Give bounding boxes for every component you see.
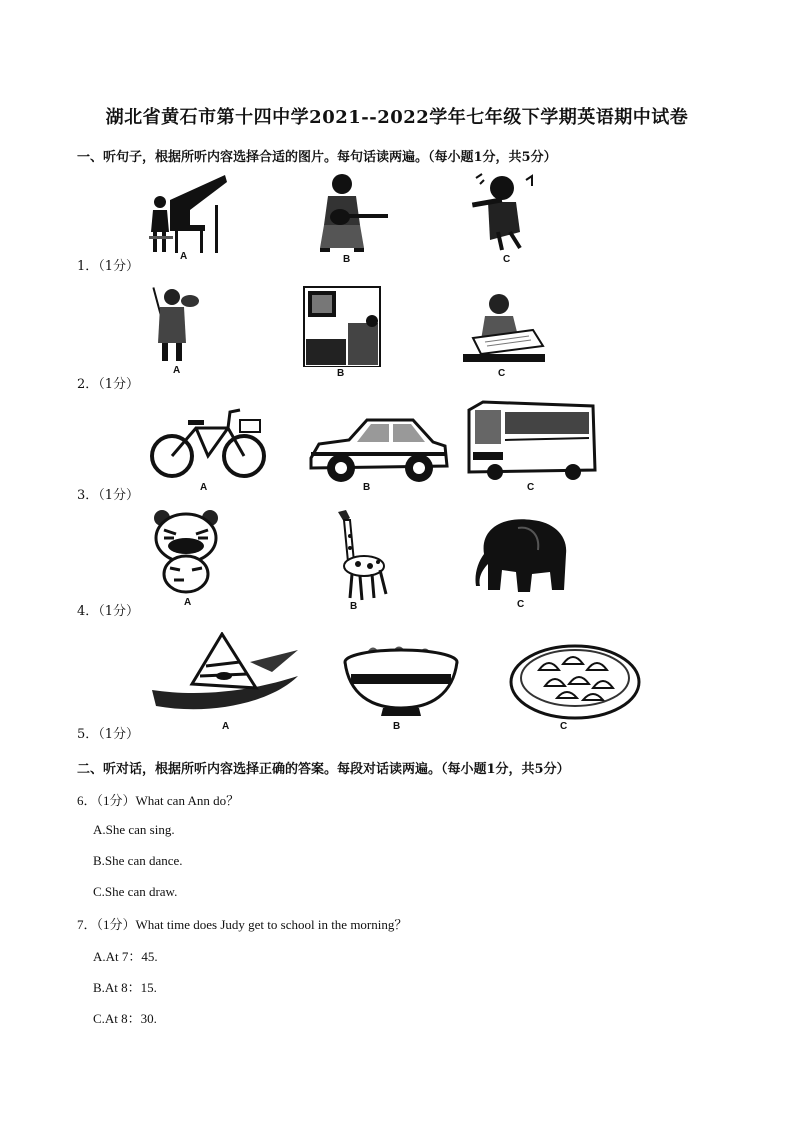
- question-6-option-a[interactable]: A.She can sing.: [93, 822, 175, 837]
- question-5-number: 5．（1分）: [77, 727, 140, 742]
- question-7-option-b[interactable]: B.At 8：15.: [93, 980, 157, 995]
- option-letter: B: [343, 254, 351, 265]
- question-2-number: 2．（1分）: [77, 377, 140, 392]
- option-letter: C: [503, 254, 511, 265]
- piano-player-icon[interactable]: [145, 170, 230, 260]
- option-letter: B: [363, 482, 371, 493]
- question-1-number: 1．（1分）: [77, 259, 140, 274]
- option-letter: A: [200, 482, 208, 493]
- option-letter: C: [517, 599, 525, 610]
- car-icon[interactable]: [305, 414, 450, 486]
- option-letter: A: [222, 721, 230, 732]
- option-letter: B: [337, 368, 345, 379]
- option-letter: C: [498, 368, 506, 379]
- violin-player-icon[interactable]: [462, 170, 542, 252]
- option-letter: B: [393, 721, 401, 732]
- page-title: 湖北省黄石市第十四中学2021--2022学年七年级下学期英语期中试卷: [105, 107, 689, 128]
- bus-icon[interactable]: [465, 400, 597, 482]
- bicycle-icon[interactable]: [148, 402, 268, 480]
- giraffe-icon[interactable]: [328, 506, 394, 604]
- painter-icon[interactable]: [150, 283, 200, 365]
- question-4-number: 4．（1分）: [77, 604, 140, 619]
- section-2-heading: 二、听对话，根据所听内容选择正确的答案。每段对话读两遍。（每小题1分，共5分）: [77, 762, 570, 777]
- section-1-heading: 一、听句子，根据所听内容选择合适的图片。每句话读两遍。（每小题1分，共5分）: [77, 150, 557, 165]
- question-6-option-c[interactable]: C.She can draw.: [93, 884, 178, 899]
- question-7-option-a[interactable]: A.At 7：45.: [93, 949, 158, 964]
- option-letter: B: [350, 601, 358, 612]
- option-letter: C: [560, 721, 568, 732]
- elephant-icon[interactable]: [474, 514, 570, 594]
- option-letter: A: [173, 365, 181, 376]
- boy-writing-icon[interactable]: [463, 290, 545, 366]
- tiger-icon[interactable]: [150, 508, 224, 596]
- dumplings-plate-icon[interactable]: [509, 634, 641, 720]
- question-6-option-b[interactable]: B.She can dance.: [93, 853, 183, 868]
- question-7-stem: 7．（1分）What time does Judy get to school in the morning？: [77, 917, 408, 932]
- tv-watching-icon[interactable]: [302, 283, 382, 367]
- option-letter: A: [180, 251, 188, 262]
- zongzi-icon[interactable]: [152, 632, 300, 714]
- question-6-stem: 6．（1分）What can Ann do？: [77, 793, 240, 808]
- question-7-option-c[interactable]: C.At 8：30.: [93, 1011, 157, 1026]
- guitar-player-icon[interactable]: [312, 170, 392, 255]
- option-letter: C: [527, 482, 535, 493]
- question-3-number: 3．（1分）: [77, 488, 140, 503]
- option-letter: A: [184, 597, 192, 608]
- noodle-bowl-icon[interactable]: [343, 642, 459, 718]
